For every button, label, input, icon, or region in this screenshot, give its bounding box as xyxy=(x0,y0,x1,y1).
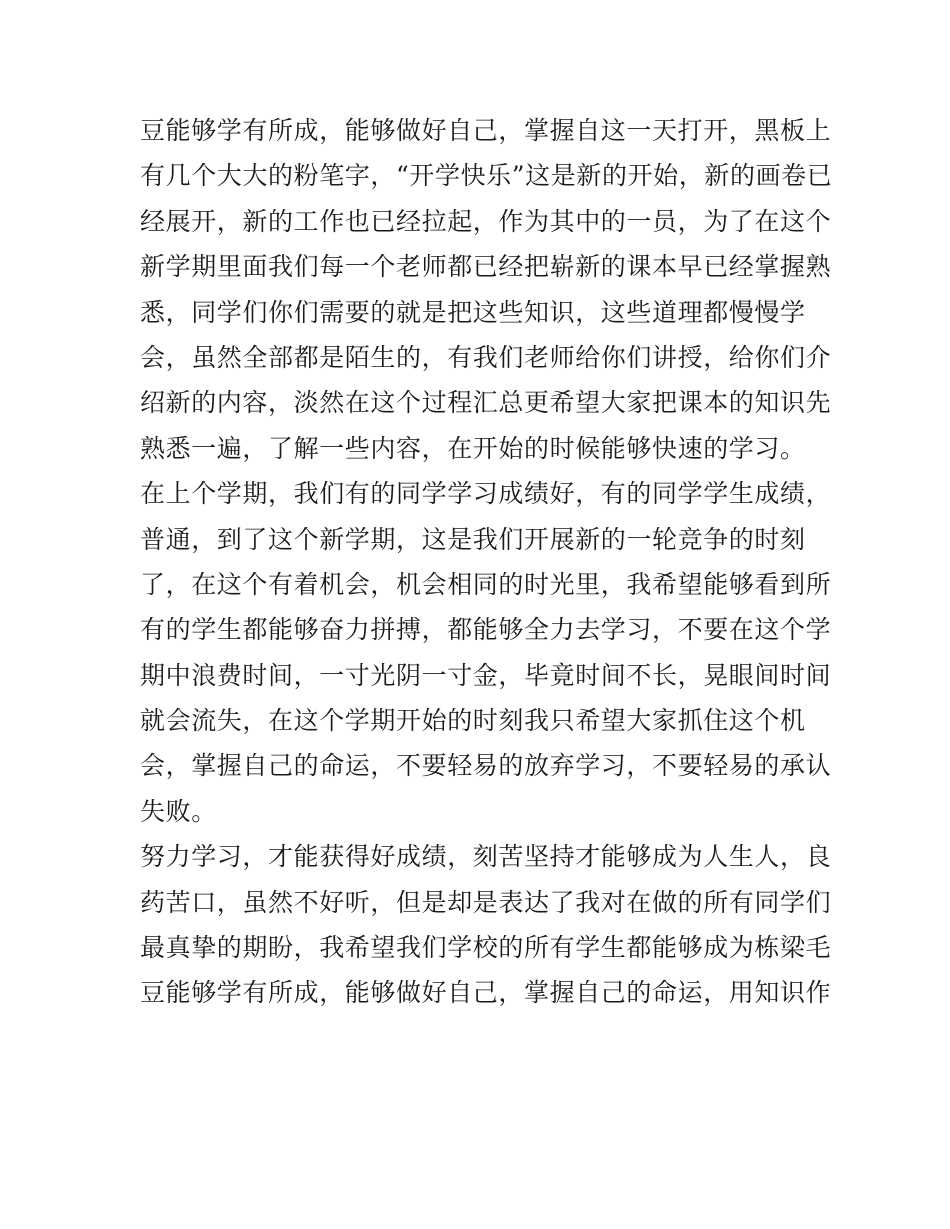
text-line: 努力学习，才能获得好成绩，刻苦坚持才能够成为人生人，良 xyxy=(140,842,832,872)
text-line: 有几个大大的粉笔字，“开学快乐”这是新的开始，新的画卷已 xyxy=(140,161,833,191)
text-line: 会，虽然全部都是陌生的，有我们老师给你们讲授，给你们介 xyxy=(140,342,832,372)
text-line: 豆能够学有所成，能够做好自己，掌握自这一天打开，黑板上 xyxy=(140,116,832,145)
text-line: 失败。 xyxy=(140,796,217,826)
text-line: 了，在这个有着机会，机会相同的时光里，我希望能够看到所 xyxy=(140,569,832,599)
text-line: 新学期里面我们每一个老师都已经把崭新的课本早已经掌握熟 xyxy=(140,252,832,282)
text-line: 有的学生都能够奋力拼搏，都能够全力去学习，不要在这个学 xyxy=(140,615,832,645)
text-line: 就会流失，在这个学期开始的时刻我只希望大家抓住这个机 xyxy=(140,706,806,736)
text-line: 熟悉一遍，了解一些内容，在开始的时候能够快速的学习。 xyxy=(140,433,806,463)
text-line: 豆能够学有所成，能够做好自己，掌握自己的命运，用知识作 xyxy=(140,978,832,1008)
text-line: 会，掌握自己的命运，不要轻易的放弃学习，不要轻易的承认 xyxy=(140,751,832,781)
text-line: 悉，同学们你们需要的就是把这些知识，这些道理都慢慢学 xyxy=(140,297,806,327)
body-text xyxy=(140,108,833,1016)
text-line: 药苦口，虽然不好听，但是却是表达了我对在做的所有同学们 xyxy=(140,887,832,917)
text-line: 在上个学期，我们有的同学学习成绩好，有的同学学生成绩， xyxy=(140,479,832,509)
text-line: 普通，到了这个新学期，这是我们开展新的一轮竞争的时刻 xyxy=(140,524,806,554)
text-line: 经展开，新的工作也已经拉起，作为其中的一员，为了在这个 xyxy=(140,206,832,236)
text-line: 期中浪费时间，一寸光阴一寸金，毕竟时间不长，晃眼间时间 xyxy=(140,660,832,690)
text-line: 绍新的内容，淡然在这个过程汇总更希望大家把课本的知识先 xyxy=(140,388,832,418)
text-line: 最真挚的期盼，我希望我们学校的所有学生都能够成为栋梁毛 xyxy=(140,933,832,963)
